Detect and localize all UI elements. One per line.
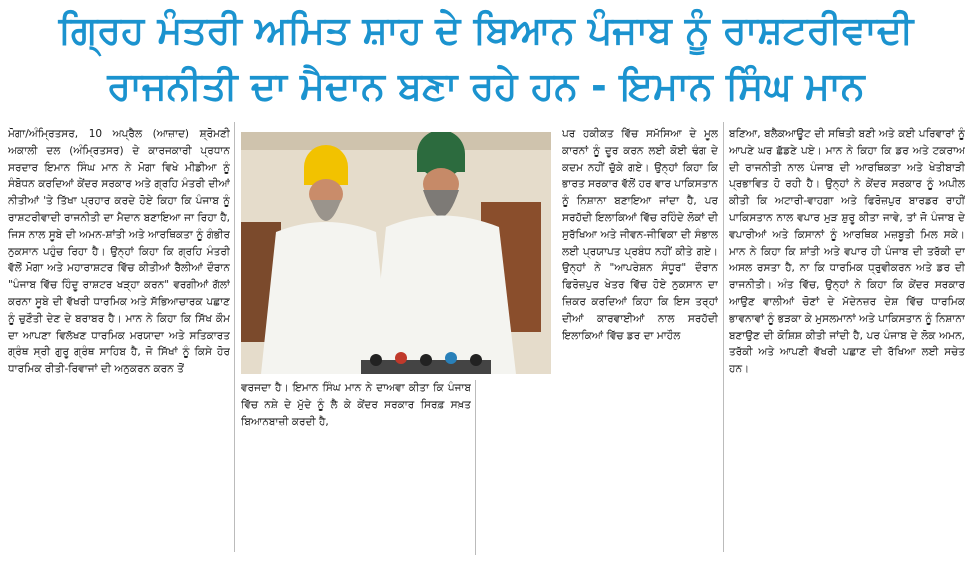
- article-column-2: ਵਰਜਦਾ ਹੈ। ਇਮਾਨ ਸਿੰਘ ਮਾਨ ਨੇ ਦਾਅਵਾ ਕੀਤਾ ਕਿ ਪੰਜਾਬ ਵਿੱਚ ਨਸ਼ੇ ਦੇ ਮੁੱਦੇ ਨੂੰ ਲੈ ਕੇ ਕੇਂਦਰ ਸਰਕਾਰ ਸਿਰਫ਼ ਸਖ਼ਤ ਬਿਆਨਬਾਜ਼ੀ ਕਰਦੀ ਹੈ,: [241, 382, 471, 428]
- headline-line-1: ਗ੍ਰਿਹ ਮੰਤਰੀ ਅਮਿਤ ਸ਼ਾਹ ਦੇ ਬਿਆਨ ਪੰਜਾਬ ਨੂੰ ਰਾਸ਼ਟਰੀਵਾਦੀ: [58, 8, 914, 52]
- article-column-1: ਮੋਗਾ/ਅੰਮ੍ਰਿਤਸਰ, 10 ਅਪ੍ਰੈਲ (ਆਜ਼ਾਦ) ਸ਼੍ਰੋਮਣੀ ਅਕਾਲੀ ਦਲ (ਅੰਮ੍ਰਿਤਸਰ) ਦੇ ਕਾਰਜਕਾਰੀ ਪ੍ਰਧਾਨ ਸਰਦਾਰ ਇਮਾਨ ਸਿੰਘ ਮਾਨ ਨੇ ਮੋਗਾ ਵਿਖੇ ਮੀਡੀਆ ਨੂੰ ਸੰਬੋਧਨ ਕਰਦਿਆਂ ਕੇਂਦਰ ਸਰਕਾਰ ਅਤੇ ਗ੍ਰਹਿ ਮੰਤਰੀ ਦੀਆਂ ਨੀਤੀਆਂ 'ਤੇ ਤਿੱਖਾ ਪ੍ਰਹਾਰ ਕਰਦੇ ਹੋਏ ਕਿਹਾ ਕਿ ਪੰਜਾਬ ਨੂੰ ਰਾਸ਼ਟਰੀਵਾਦੀ ਰਾਜਨੀਤੀ ਦਾ ਮੈਦਾਨ ਬਣਾਇਆ ਜਾ ਰਿਹਾ ਹੈ, ਜਿਸ ਨਾਲ ਸੂਬੇ ਦੀ ਅਮਨ-ਸ਼ਾਂਤੀ ਅਤੇ ਆਰਥਿਕਤਾ ਨੂੰ ਗੰਭੀਰ ਨੁਕਸਾਨ ਪਹੁੰਚ ਰਿਹਾ ਹੈ। ਉਨ੍ਹਾਂ ਕਿਹਾ ਕਿ ਗ੍ਰਹਿ ਮੰਤਰੀ ਵੱਲੋਂ ਮੋਗਾ ਅਤੇ ਮਹਾਰਾਸ਼ਟਰ ਵਿੱਚ ਕੀਤੀਆਂ ਰੈਲੀਆਂ ਦੌਰਾਨ "ਪੰਜਾਬ ਵਿੱਚ ਹਿੰਦੂ ਰਾਸ਼ਟਰ ਖੜ੍ਹਾ ਕਰਨ" ਵਰਗੀਆਂ ਗੱਲਾਂ ਕਰਨਾ ਸੂਬੇ ਦੀ ਵੱਖਰੀ ਧਾਰਮਿਕ ਅਤੇ ਸੱਭਿਆਚਾਰਕ ਪਛਾਣ ਨੂੰ ਚੁਣੌਤੀ ਦੇਣ ਦੇ ਬਰਾਬਰ ਹੈ। ਮਾਨ ਨੇ ਕਿਹਾ ਕਿ ਸਿੱਖ ਕੌਮ ਦਾ ਆਪਣਾ ਵਿਲੱਖਣ ਧਾਰਮਿਕ ਮਰਯਾਦਾ ਅਤੇ ਸਤਿਕਾਰਤ ਗ੍ਰੰਥ ਸ੍ਰੀ ਗੁਰੂ ਗ੍ਰੰਥ ਸਾਹਿਬ ਹੈ, ਜੋ ਸਿੱਖਾਂ ਨੂੰ ਕਿਸੇ ਹੋਰ ਧਾਰਮਿਕ ਰੀਤੀ-ਰਿਵਾਜਾਂ ਦੀ ਅਨੁਕਰਨ ਕਰਨ ਤੋਂ: [8, 128, 230, 376]
- news-photo: [241, 132, 551, 374]
- column-divider: [723, 122, 724, 552]
- article-column-3: ਪਰ ਹਕੀਕਤ ਵਿੱਚ ਸਮੱਸਿਆ ਦੇ ਮੂਲ ਕਾਰਨਾਂ ਨੂੰ ਦੂਰ ਕਰਨ ਲਈ ਕੋਈ ਢੰਗ ਦੇ ਕਦਮ ਨਹੀਂ ਚੁੱਕੇ ਗਏ। ਉਨ੍ਹਾਂ ਕਿਹਾ ਕਿ ਭਾਰਤ ਸਰਕਾਰ ਵੱਲੋਂ ਹਰ ਵਾਰ ਪਾਕਿਸਤਾਨ ਨੂੰ ਨਿਸ਼ਾਨਾ ਬਣਾਇਆ ਜਾਂਦਾ ਹੈ, ਪਰ ਸਰਹੱਦੀ ਇਲਾਕਿਆਂ ਵਿੱਚ ਰਹਿੰਦੇ ਲੋਕਾਂ ਦੀ ਸੁਰੱਖਿਆ ਅਤੇ ਜੀਵਨ-ਜੀਵਿਕਾ ਦੀ ਸੰਭਾਲ ਲਈ ਪ੍ਰਯਾਪਤ ਪ੍ਰਬੰਧ ਨਹੀਂ ਕੀਤੇ ਗਏ। ਉਨ੍ਹਾਂ ਨੇ "ਆਪਰੇਸ਼ਨ ਸੰਧੂਰ" ਦੌਰਾਨ ਫਿਰੋਜ਼ਪੁਰ ਖੇਤਰ ਵਿੱਚ ਹੋਏ ਨੁਕਸਾਨ ਦਾ ਜ਼ਿਕਰ ਕਰਦਿਆਂ ਕਿਹਾ ਕਿ ਇਸ ਤਰ੍ਹਾਂ ਦੀਆਂ ਕਾਰਵਾਈਆਂ ਨਾਲ ਸਰਹੱਦੀ ਇਲਾਕਿਆਂ ਵਿੱਚ ਡਰ ਦਾ ਮਾਹੌਲ: [562, 128, 718, 342]
- headline: [0, 0, 972, 112]
- column-divider: [234, 122, 235, 552]
- article-column-3-continued: [481, 380, 719, 560]
- column-divider: [475, 380, 476, 555]
- article-column-4: ਬਣਿਆ, ਬਲੈਕਆਊਟ ਦੀ ਸਥਿਤੀ ਬਣੀ ਅਤੇ ਕਈ ਪਰਿਵਾਰਾਂ ਨੂੰ ਆਪਣੇ ਘਰ ਛੱਡਣੇ ਪਏ। ਮਾਨ ਨੇ ਕਿਹਾ ਕਿ ਡਰ ਅਤੇ ਟਕਰਾਅ ਦੀ ਰਾਜਨੀਤੀ ਨਾਲ ਪੰਜਾਬ ਦੀ ਆਰਥਿਕਤਾ ਅਤੇ ਖੇਤੀਬਾੜੀ ਪ੍ਰਭਾਵਿਤ ਹੋ ਰਹੀ ਹੈ। ਉਨ੍ਹਾਂ ਨੇ ਕੇਂਦਰ ਸਰਕਾਰ ਨੂੰ ਅਪੀਲ ਕੀਤੀ ਕਿ ਅਟਾਰੀ-ਵਾਹਗਾ ਅਤੇ ਫਿਰੋਜ਼ਪੁਰ ਬਾਰਡਰ ਰਾਹੀਂ ਪਾਕਿਸਤਾਨ ਨਾਲ ਵਪਾਰ ਮੁੜ ਸ਼ੁਰੂ ਕੀਤਾ ਜਾਵੇ, ਤਾਂ ਜੋ ਪੰਜਾਬ ਦੇ ਵਪਾਰੀਆਂ ਅਤੇ ਕਿਸਾਨਾਂ ਨੂੰ ਆਰਥਿਕ ਮਜ਼ਬੂਤੀ ਮਿਲ ਸਕੇ। ਮਾਨ ਨੇ ਕਿਹਾ ਕਿ ਸ਼ਾਂਤੀ ਅਤੇ ਵਪਾਰ ਹੀ ਪੰਜਾਬ ਦੀ ਤਰੱਕੀ ਦਾ ਅਸਲ ਰਸਤਾ ਹੈ, ਨਾ ਕਿ ਧਾਰਮਿਕ ਧ੍ਰੁਵੀਕਰਨ ਅਤੇ ਡਰ ਦੀ ਰਾਜਨੀਤੀ। ਅੰਤ ਵਿੱਚ, ਉਨ੍ਹਾਂ ਨੇ ਕਿਹਾ ਕਿ ਕੇਂਦਰ ਸਰਕਾਰ ਆਉਣ ਵਾਲੀਆਂ ਚੋਣਾਂ ਦੇ ਮੱਦੇਨਜ਼ਰ ਦੇਸ਼ ਵਿੱਚ ਧਾਰਮਿਕ ਭਾਵਨਾਵਾਂ ਨੂੰ ਭੜਕਾ ਕੇ ਮੁਸਲਮਾਨਾਂ ਅਤੇ ਪਾਕਿਸਤਾਨ ਨੂੰ ਨਿਸ਼ਾਨਾ ਬਣਾਉਣ ਦੀ ਕੋਸ਼ਿਸ਼ ਕੀਤੀ ਜਾਂਦੀ ਹੈ, ਪਰ ਪੰਜਾਬ ਦੇ ਲੋਕ ਅਮਨ, ਤਰੱਕੀ ਅਤੇ ਆਪਣੀ ਵੱਖਰੀ ਪਛਾਣ ਦੀ ਰੱਖਿਆ ਲਈ ਸਚੇਤ ਹਨ।: [729, 128, 965, 376]
- photo-illustration: [241, 132, 551, 374]
- headline-line-2: ਰਾਜਨੀਤੀ ਦਾ ਮੈਦਾਨ ਬਣਾ ਰਹੇ ਹਨ - ਇਮਾਨ ਸਿੰਘ ਮਾਨ: [107, 64, 865, 108]
